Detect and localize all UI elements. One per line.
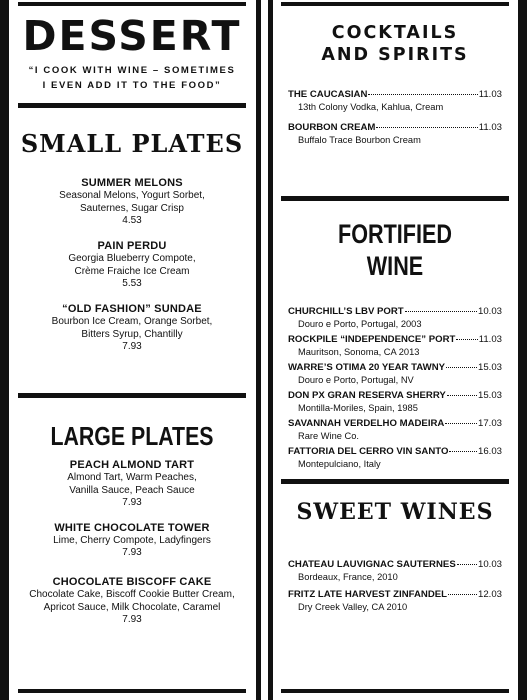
right-rule-after-cocktails [281, 196, 509, 201]
wine-detail: Montilla-Moriles, Spain, 1985 [298, 403, 418, 413]
leader-dots [456, 339, 477, 340]
cocktails-heading-line-2: AND SPIRITS [321, 45, 469, 65]
wine-price: 10.03 [477, 306, 502, 317]
fortified-heading: FORTIFIED WINE [338, 219, 452, 281]
wine-row [288, 334, 502, 345]
wine-price: 10.03 [477, 559, 502, 570]
cocktails-heading-line-1: COCKTAILS [331, 23, 459, 43]
wine-row [288, 390, 502, 401]
drink-item [288, 122, 502, 145]
wine-list [288, 306, 502, 469]
right-rule-after-fortified [281, 479, 509, 484]
item-name: CHOCOLATE BISCOFF CAKE [52, 576, 212, 588]
wine-name: DON PX GRAN RESERVA SHERRY [288, 390, 446, 401]
large-plates-section [18, 421, 246, 625]
small-plates-heading: SMALL PLATES [20, 129, 244, 158]
item-description: Georgia Blueberry Compote, [68, 253, 196, 264]
wine-row [288, 559, 502, 570]
item-description: Seasonal Melons, Yogurt Sorbet, [59, 190, 205, 201]
wine-detail: Bordeaux, France, 2010 [298, 572, 398, 582]
drink-row [288, 122, 502, 133]
wine-item [288, 362, 502, 385]
wine-row [288, 446, 502, 457]
wine-item [288, 418, 502, 441]
leader-dots [448, 594, 477, 595]
menu-item [18, 177, 246, 226]
wine-price: 16.03 [477, 446, 502, 457]
wine-price: 15.03 [477, 390, 502, 401]
wine-row [288, 306, 502, 317]
left-edge-rule [0, 0, 9, 700]
wine-row [288, 418, 502, 429]
menu-item [18, 303, 246, 352]
item-name: PEACH ALMOND TART [69, 459, 195, 471]
item-name: PAIN PERDU [97, 240, 167, 252]
menu-item [18, 576, 246, 625]
drink-price: 11.03 [478, 122, 502, 133]
item-price: 4.53 [122, 215, 142, 226]
leader-dots [446, 367, 477, 368]
item-description: Crème Fraiche Ice Cream [74, 266, 190, 277]
item-price: 7.93 [122, 614, 142, 625]
wine-price: 11.03 [478, 334, 502, 345]
left-rule-after-title [18, 103, 246, 108]
item-description: Vanilla Sauce, Peach Sauce [69, 485, 195, 496]
menu-item [18, 240, 246, 289]
wine-price: 17.03 [477, 418, 502, 429]
right-edge-rule [518, 0, 527, 700]
leader-dots [376, 127, 477, 128]
dessert-header [18, 14, 246, 91]
wine-row [288, 362, 502, 373]
wine-detail: Dry Creek Valley, CA 2010 [298, 602, 408, 612]
item-price: 5.53 [122, 278, 142, 289]
left-rule-after-small-plates [18, 393, 246, 398]
fortified-section [288, 218, 502, 469]
center-rule-left [256, 0, 261, 700]
wine-item [288, 334, 502, 357]
wine-item [288, 559, 502, 582]
leader-dots [405, 311, 477, 312]
wine-item [288, 390, 502, 413]
drink-detail: Buffalo Trace Bourbon Cream [298, 135, 421, 145]
item-price: 7.93 [122, 497, 142, 508]
cocktails-section [288, 22, 502, 145]
item-price: 7.93 [122, 341, 142, 352]
cocktails-heading [288, 22, 502, 66]
leader-dots [457, 564, 477, 565]
wine-name: WARRE’S OTIMA 20 YEAR TAWNY [288, 362, 446, 373]
large-plates-heading: LARGE PLATES [50, 421, 214, 451]
quote-line-2: I EVEN ADD IT TO THE FOOD” [42, 80, 222, 91]
center-rule-right [268, 0, 273, 700]
item-name: WHITE CHOCOLATE TOWER [54, 522, 210, 534]
quote-line-1: “I COOK WITH WINE – SOMETIMES [28, 65, 236, 76]
wine-item [288, 446, 502, 469]
wine-name: CHATEAU LAUVIGNAC SAUTERNES [288, 559, 456, 570]
right-top-rule [281, 2, 509, 6]
wine-detail: Douro e Porto, Portugal, 2003 [298, 319, 422, 329]
leader-dots [449, 451, 477, 452]
item-description: Apricot Sauce, Milk Chocolate, Caramel [43, 602, 221, 613]
wine-name: FRITZ LATE HARVEST ZINFANDEL [288, 589, 448, 600]
item-description: Chocolate Cake, Biscoff Cookie Butter Cream, [29, 589, 235, 600]
wine-name: SAVANNAH VERDELHO MADEIRA [288, 418, 445, 429]
small-plates-section [18, 130, 246, 352]
sweet-wines-heading: SWEET WINES [296, 499, 494, 525]
wine-name: CHURCHILL’S LBV PORT [288, 306, 404, 317]
wine-price: 15.03 [477, 362, 502, 373]
item-name: “OLD FASHION” SUNDAE [62, 303, 202, 315]
menu-item [18, 522, 246, 558]
drink-price: 11.03 [478, 89, 502, 100]
item-price: 7.93 [122, 547, 142, 558]
wine-item [288, 306, 502, 329]
wine-detail: Douro e Porto, Portugal, NV [298, 375, 414, 385]
wine-detail: Mauritson, Sonoma, CA 2013 [298, 347, 420, 357]
item-description: Sauternes, Sugar Crisp [80, 203, 184, 214]
left-top-rule [18, 2, 246, 6]
wine-item [288, 589, 502, 612]
menu-item [18, 459, 246, 508]
drink-item [288, 89, 502, 112]
left-bottom-rule [18, 689, 246, 693]
leader-dots [445, 423, 477, 424]
item-description: Almond Tart, Warm Peaches, [67, 472, 197, 483]
drink-name: BOURBON CREAM [288, 122, 376, 133]
wine-row [288, 589, 502, 600]
drink-row [288, 89, 502, 100]
item-name: SUMMER MELONS [81, 177, 183, 189]
sweet-wines-section [288, 498, 502, 612]
page-title: DESSERT [22, 12, 242, 60]
leader-dots [368, 94, 477, 95]
right-bottom-rule [281, 689, 509, 693]
wine-price: 12.03 [477, 589, 502, 600]
wine-detail: Rare Wine Co. [298, 431, 359, 441]
wine-name: FATTORIA DEL CERRO VIN SANTO [288, 446, 449, 457]
item-description: Bourbon Ice Cream, Orange Sorbet, [51, 316, 213, 327]
wine-name: ROCKPILE “INDEPENDENCE” PORT [288, 334, 456, 345]
drink-detail: 13th Colony Vodka, Kahlua, Cream [298, 102, 444, 112]
drink-name: THE CAUCASIAN [288, 89, 368, 100]
item-description: Bitters Syrup, Chantilly [81, 329, 183, 340]
leader-dots [447, 395, 477, 396]
wine-detail: Montepulciano, Italy [298, 459, 381, 469]
item-description: Lime, Cherry Compote, Ladyfingers [53, 535, 211, 546]
